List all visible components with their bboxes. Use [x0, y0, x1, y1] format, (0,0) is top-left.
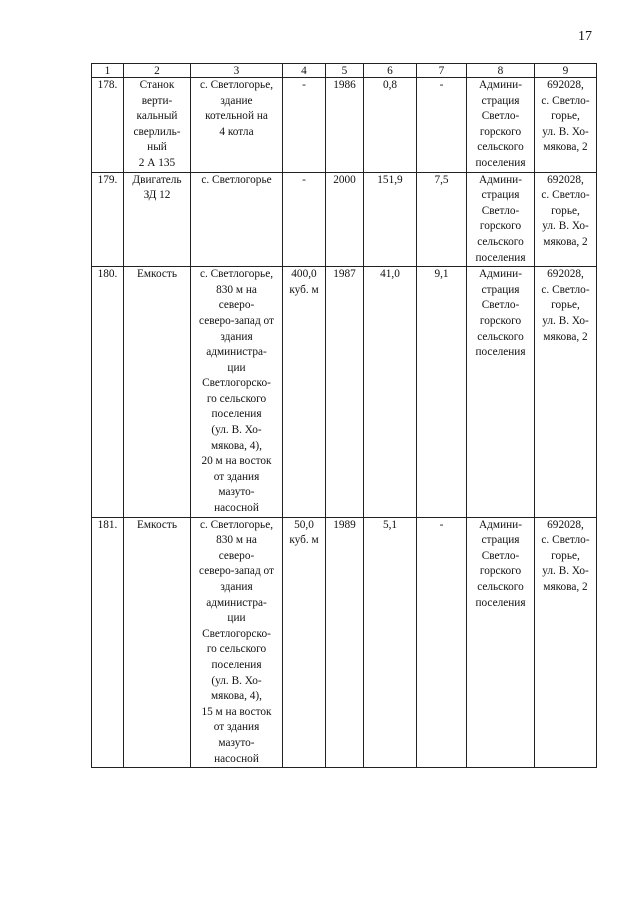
location-line: здания: [220, 330, 253, 343]
column-header: 3: [191, 64, 283, 78]
address-line: ул. В. Хо-: [542, 314, 589, 327]
owner-line: горского: [479, 220, 522, 233]
address-line: 692028,: [547, 518, 584, 531]
owner-cell: [467, 78, 535, 173]
location-line: северо-: [218, 299, 255, 312]
column-header: 2: [124, 64, 191, 78]
location-line: (ул. В. Хо-: [211, 674, 262, 687]
name-line: кальный: [136, 110, 178, 123]
owner-line: Админи-: [479, 518, 522, 531]
object-name-cell: [124, 78, 191, 173]
column-number-header: [92, 64, 597, 78]
owner-line: Админи-: [479, 79, 522, 91]
volume-line: 400,0: [291, 268, 317, 281]
name-line: сверлиль-: [133, 125, 181, 138]
owner-line: Админи-: [479, 268, 522, 281]
property-registry-table: [91, 63, 597, 768]
location-line: северо-запад от: [199, 314, 274, 327]
location-line: с. Светлогорье,: [199, 268, 274, 281]
owner-line: страция: [481, 189, 520, 202]
location-line: с. Светлогорье: [201, 173, 272, 186]
location-line: (ул. В. Хо-: [211, 424, 262, 437]
location-line: здания: [220, 581, 253, 593]
location-line: мазуто-: [218, 736, 255, 749]
location-line: насосной: [214, 752, 259, 765]
name-line: 2 А 135: [138, 156, 176, 169]
location-line: северо-запад от: [199, 565, 274, 578]
name-line: ЗД 12: [143, 189, 171, 202]
name-line: Станок: [139, 79, 175, 91]
column-6-cell: 151,9: [364, 172, 417, 267]
column-header: 5: [326, 64, 364, 78]
location-line: 20 м на восток: [201, 455, 272, 468]
address-line: 692028,: [547, 268, 584, 281]
owner-line: Админи-: [479, 173, 522, 186]
name-line: Емкость: [137, 268, 177, 281]
volume-line: 50,0: [294, 518, 314, 531]
location-line: северо-: [218, 549, 255, 562]
location-line: Светлогорско-: [202, 377, 271, 390]
column-header: 6: [364, 64, 417, 78]
table-row: [92, 172, 597, 267]
table-row: [92, 517, 597, 768]
owner-line: сельского: [477, 330, 524, 343]
address-cell: [535, 517, 597, 768]
object-name-cell: [124, 517, 191, 768]
owner-line: сельского: [477, 141, 524, 154]
address-line: с. Светло-: [541, 534, 590, 547]
address-line: горье,: [551, 299, 580, 312]
owner-line: горского: [479, 125, 522, 138]
table-body: [92, 78, 597, 768]
location-line: с. Светлогорье,: [199, 79, 274, 91]
address-line: ул. В. Хо-: [542, 125, 589, 138]
column-7-cell: -: [417, 517, 467, 768]
location-line: 4 котла: [219, 125, 254, 138]
location-line: ции: [227, 612, 246, 625]
address-line: ул. В. Хо-: [542, 220, 589, 233]
object-name-cell: [124, 172, 191, 267]
year-cell: 1989: [326, 517, 364, 768]
address-line: с. Светло-: [541, 189, 590, 202]
column-header: 4: [283, 64, 326, 78]
location-line: мякова, 4),: [211, 439, 262, 452]
owner-line: страция: [481, 94, 520, 107]
owner-cell: [467, 517, 535, 768]
column-4-cell: -: [283, 78, 326, 173]
column-4-cell: [283, 517, 326, 768]
year-cell: 2000: [326, 172, 364, 267]
owner-line: Светло-: [481, 204, 520, 217]
location-cell: [191, 78, 283, 173]
owner-line: Светло-: [481, 549, 520, 562]
owner-line: Светло-: [481, 299, 520, 312]
owner-line: Светло-: [481, 110, 520, 123]
location-line: поселения: [211, 408, 262, 421]
address-cell: [535, 78, 597, 173]
row-number-cell: 181.: [92, 517, 124, 768]
owner-line: сельского: [477, 235, 524, 248]
year-cell: 1986: [326, 78, 364, 173]
column-6-cell: 41,0: [364, 267, 417, 518]
column-6-cell: 5,1: [364, 517, 417, 768]
address-cell: [535, 172, 597, 267]
address-line: с. Светло-: [541, 94, 590, 107]
owner-line: поселения: [475, 156, 526, 169]
location-line: от здания: [213, 721, 260, 734]
year-cell: 1987: [326, 267, 364, 518]
column-7-cell: 9,1: [417, 267, 467, 518]
row-number-cell: 178.: [92, 78, 124, 173]
column-4-cell: [283, 267, 326, 518]
volume-line: куб. м: [289, 534, 319, 547]
location-line: поселения: [211, 658, 262, 671]
owner-line: страция: [481, 283, 520, 296]
row-number-cell: 179.: [92, 172, 124, 267]
owner-line: страция: [481, 534, 520, 547]
location-line: 15 м на восток: [201, 705, 272, 718]
location-line: с. Светлогорье,: [199, 518, 274, 531]
address-cell: [535, 267, 597, 518]
location-line: насосной: [214, 502, 259, 515]
name-line: Емкость: [137, 518, 177, 531]
address-line: 692028,: [547, 173, 584, 186]
address-line: ул. В. Хо-: [542, 565, 589, 578]
address-line: горье,: [551, 110, 580, 123]
location-line: от здания: [213, 470, 260, 483]
page-number: 17: [578, 29, 592, 44]
column-header: 9: [535, 64, 597, 78]
object-name-cell: [124, 267, 191, 518]
location-line: мазуто-: [218, 486, 255, 499]
location-line: го сельского: [206, 392, 267, 405]
address-line: горье,: [551, 204, 580, 217]
address-line: 692028,: [547, 79, 584, 91]
column-7-cell: 7,5: [417, 172, 467, 267]
address-line: горье,: [551, 549, 580, 562]
location-cell: [191, 517, 283, 768]
address-line: мякова, 2: [543, 235, 588, 248]
location-line: Светлогорско-: [202, 627, 271, 640]
location-line: мякова, 4),: [211, 690, 262, 703]
column-header: 8: [467, 64, 535, 78]
column-4-cell: -: [283, 172, 326, 267]
address-line: с. Светло-: [541, 283, 590, 296]
address-line: мякова, 2: [543, 141, 588, 154]
column-header: 1: [92, 64, 124, 78]
name-line: ный: [147, 141, 167, 154]
owner-line: горского: [479, 565, 522, 578]
address-line: мякова, 2: [543, 581, 588, 593]
location-line: администра-: [206, 596, 267, 609]
location-line: ции: [227, 361, 246, 374]
location-cell: [191, 267, 283, 518]
column-7-cell: -: [417, 78, 467, 173]
volume-line: куб. м: [289, 283, 319, 296]
table-row: [92, 78, 597, 173]
row-number-cell: 180.: [92, 267, 124, 518]
owner-line: сельского: [477, 581, 524, 593]
column-header: 7: [417, 64, 467, 78]
owner-line: горского: [479, 314, 522, 327]
location-cell: [191, 172, 283, 267]
address-line: мякова, 2: [543, 330, 588, 343]
location-line: здание: [220, 94, 253, 107]
table-row: [92, 267, 597, 518]
owner-line: поселения: [475, 251, 526, 264]
owner-cell: [467, 267, 535, 518]
name-line: верти-: [141, 94, 173, 107]
name-line: Двигатель: [132, 173, 182, 186]
location-line: котельной на: [205, 110, 268, 123]
location-line: го сельского: [206, 643, 267, 656]
column-6-cell: 0,8: [364, 78, 417, 173]
owner-line: поселения: [475, 346, 526, 359]
owner-line: поселения: [475, 596, 526, 609]
location-line: 830 м на: [216, 283, 257, 296]
location-line: администра-: [206, 346, 267, 359]
owner-cell: [467, 172, 535, 267]
location-line: 830 м на: [216, 534, 257, 547]
